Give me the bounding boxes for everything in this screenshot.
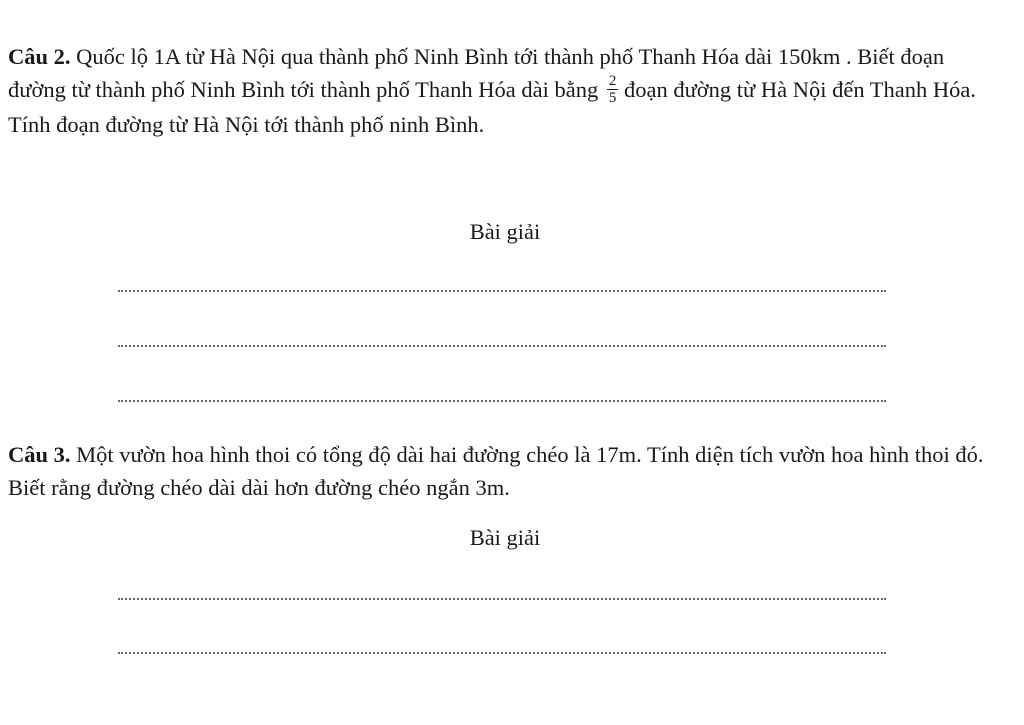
answer-line[interactable] <box>118 400 886 402</box>
question-2 <box>8 40 998 141</box>
answer-line[interactable] <box>118 598 886 600</box>
fraction-numerator: 2 <box>608 73 617 90</box>
question-2-text-part1: Quốc lộ 1A từ Hà Nội qua thành phố Ninh Bình tới thành phố Thanh Hóa dài 150km . Biết đoạn đường từ thành phố Ninh Bình tới thành phố Thanh Hóa dài bằng <box>8 44 945 102</box>
question-2-text-part2: đoạn đường từ Hà Nội đến Thanh Hóa. Tính đoạn đường từ Hà Nội tới thành phố ninh Bình. <box>8 77 977 138</box>
fraction-denominator: 5 <box>608 90 617 107</box>
question-3-label: Câu 3. <box>8 442 71 467</box>
answer-line[interactable] <box>118 290 886 292</box>
question-2-label: Câu 2. <box>8 44 71 69</box>
question-3-text: Một vườn hoa hình thoi có tổng độ dài hai đường chéo là 17m. Tính diện tích vườn hoa hình thoi đó. Biết rằng đường chéo dài dài hơn đường chéo ngắn 3m. <box>8 442 984 500</box>
question-2-solution-heading: Bài giải <box>469 219 541 244</box>
fraction-two-fifths <box>607 73 619 106</box>
question-3 <box>8 438 998 504</box>
answer-line[interactable] <box>118 652 886 654</box>
answer-line[interactable] <box>118 345 886 347</box>
question-3-solution-heading: Bài giải <box>469 525 541 550</box>
